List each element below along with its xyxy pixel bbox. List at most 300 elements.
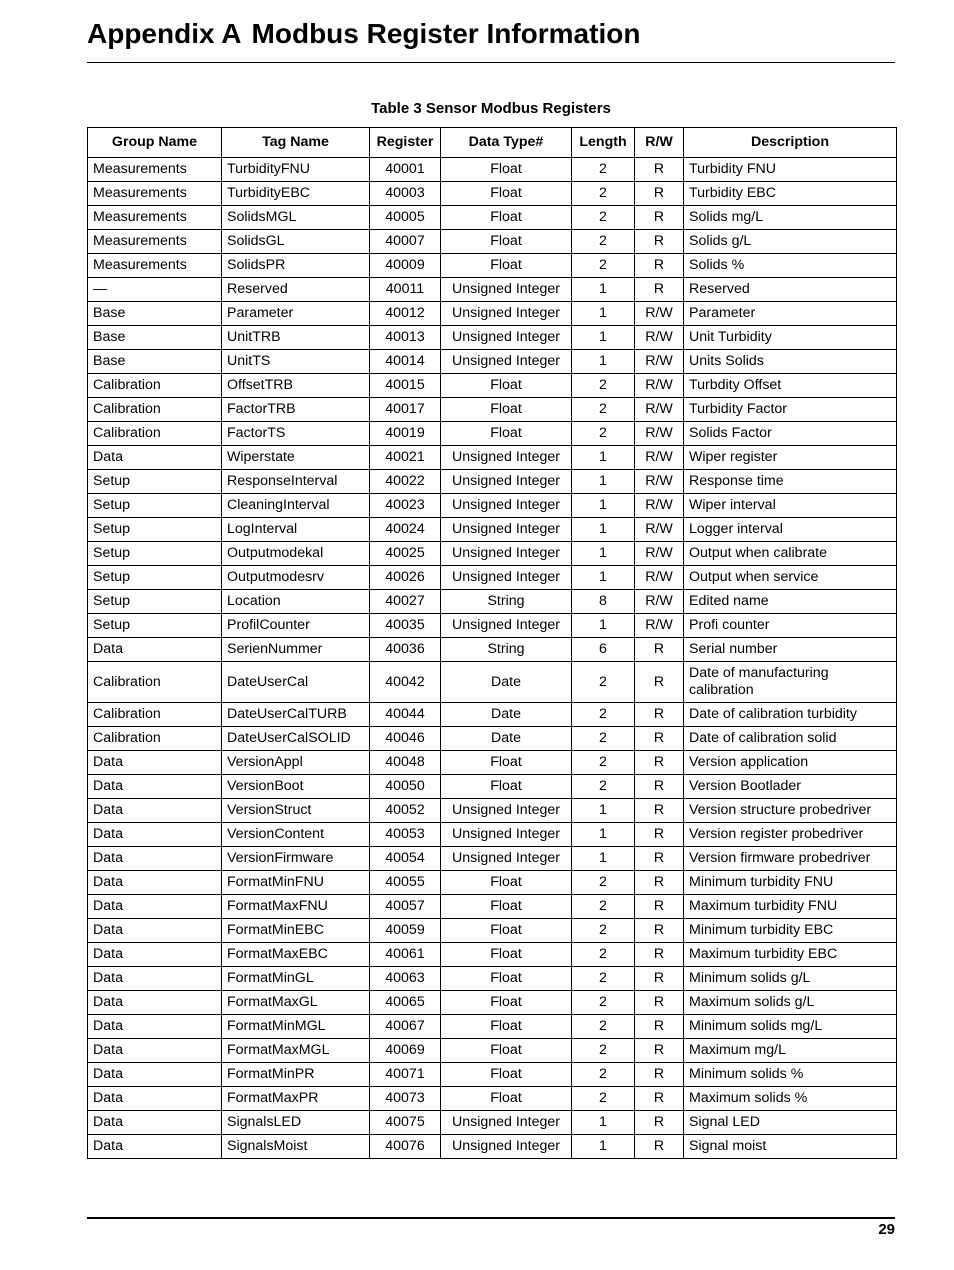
tag-name-cell: SolidsPR [222,254,370,278]
register-cell: 40014 [370,350,441,374]
data-type-cell: Float [441,871,572,895]
length-cell: 2 [572,374,635,398]
column-header-length: Length [572,128,635,158]
register-cell: 40046 [370,727,441,751]
table-row [88,1135,897,1159]
table-row [88,1087,897,1111]
register-cell: 40011 [370,278,441,302]
table-row [88,254,897,278]
group-name-cell: Data [88,943,222,967]
register-cell: 40025 [370,542,441,566]
length-cell: 2 [572,662,635,703]
length-cell: 1 [572,350,635,374]
tag-name-cell: Reserved [222,278,370,302]
register-cell: 40009 [370,254,441,278]
tag-name-cell: VersionStruct [222,799,370,823]
length-cell: 2 [572,158,635,182]
table-row [88,302,897,326]
table-row [88,727,897,751]
data-type-cell: Float [441,895,572,919]
data-type-cell: Float [441,1087,572,1111]
data-type-cell: Unsigned Integer [441,446,572,470]
group-name-cell: Calibration [88,374,222,398]
rw-cell: R [635,206,684,230]
table-row [88,703,897,727]
group-name-cell: Setup [88,590,222,614]
tag-name-cell: SerienNummer [222,638,370,662]
length-cell: 2 [572,206,635,230]
register-cell: 40007 [370,230,441,254]
tag-name-cell: TurbidityFNU [222,158,370,182]
group-name-cell: Measurements [88,254,222,278]
table-row [88,326,897,350]
rw-cell: R/W [635,446,684,470]
table-row [88,158,897,182]
data-type-cell: Float [441,374,572,398]
register-cell: 40001 [370,158,441,182]
tag-name-cell: SignalsMoist [222,1135,370,1159]
register-cell: 40005 [370,206,441,230]
data-type-cell: Unsigned Integer [441,847,572,871]
register-cell: 40017 [370,398,441,422]
data-type-cell: Float [441,422,572,446]
data-type-cell: Float [441,230,572,254]
tag-name-cell: FormatMinMGL [222,1015,370,1039]
data-type-cell: Float [441,943,572,967]
tag-name-cell: DateUserCalSOLID [222,727,370,751]
table-row [88,1039,897,1063]
tag-name-cell: Outputmodekal [222,542,370,566]
group-name-cell: Data [88,775,222,799]
title-prefix: Appendix A [87,18,242,49]
group-name-cell: Setup [88,470,222,494]
tag-name-cell: Wiperstate [222,446,370,470]
table-row [88,182,897,206]
table-row [88,206,897,230]
table-row [88,230,897,254]
register-cell: 40069 [370,1039,441,1063]
footer-rule [87,1217,895,1219]
page-number: 29 [878,1221,895,1238]
length-cell: 1 [572,566,635,590]
description-cell: Signal LED [684,1111,897,1135]
length-cell: 2 [572,727,635,751]
rw-cell: R [635,254,684,278]
table-header [88,128,897,158]
tag-name-cell: FormatMaxMGL [222,1039,370,1063]
register-cell: 40044 [370,703,441,727]
data-type-cell: Unsigned Integer [441,494,572,518]
tag-name-cell: FormatMaxEBC [222,943,370,967]
register-cell: 40042 [370,662,441,703]
description-cell: Turbidity Factor [684,398,897,422]
length-cell: 1 [572,518,635,542]
column-header-group-name: Group Name [88,128,222,158]
rw-cell: R [635,230,684,254]
table-row [88,638,897,662]
data-type-cell: Unsigned Integer [441,1111,572,1135]
column-header-tag-name: Tag Name [222,128,370,158]
rw-cell: R [635,751,684,775]
tag-name-cell: OffsetTRB [222,374,370,398]
length-cell: 1 [572,823,635,847]
register-cell: 40035 [370,614,441,638]
tag-name-cell: TurbidityEBC [222,182,370,206]
length-cell: 2 [572,422,635,446]
data-type-cell: String [441,590,572,614]
register-cell: 40053 [370,823,441,847]
register-cell: 40052 [370,799,441,823]
length-cell: 1 [572,542,635,566]
rw-cell: R [635,182,684,206]
register-cell: 40071 [370,1063,441,1087]
description-cell: Response time [684,470,897,494]
register-cell: 40015 [370,374,441,398]
rw-cell: R [635,703,684,727]
group-name-cell: Setup [88,566,222,590]
data-type-cell: Float [441,991,572,1015]
tag-name-cell: VersionAppl [222,751,370,775]
table-body [88,158,897,1159]
register-cell: 40022 [370,470,441,494]
data-type-cell: Float [441,158,572,182]
tag-name-cell: VersionBoot [222,775,370,799]
table-row [88,278,897,302]
column-header-register: Register [370,128,441,158]
data-type-cell: Unsigned Integer [441,470,572,494]
description-cell: Minimum turbidity EBC [684,919,897,943]
length-cell: 2 [572,751,635,775]
table-row [88,895,897,919]
length-cell: 2 [572,967,635,991]
group-name-cell: Calibration [88,703,222,727]
table-row [88,943,897,967]
description-cell: Unit Turbidity [684,326,897,350]
table-row [88,662,897,703]
rw-cell: R [635,799,684,823]
register-cell: 40061 [370,943,441,967]
table-row [88,422,897,446]
tag-name-cell: FormatMinFNU [222,871,370,895]
description-cell: Maximum solids % [684,1087,897,1111]
description-cell: Serial number [684,638,897,662]
rw-cell: R [635,638,684,662]
group-name-cell: Base [88,350,222,374]
data-type-cell: Float [441,182,572,206]
group-name-cell: Data [88,799,222,823]
rw-cell: R [635,1039,684,1063]
group-name-cell: Setup [88,542,222,566]
register-cell: 40057 [370,895,441,919]
rw-cell: R/W [635,494,684,518]
data-type-cell: Unsigned Integer [441,278,572,302]
title-rule [87,62,895,63]
data-type-cell: Unsigned Integer [441,614,572,638]
tag-name-cell: FormatMaxFNU [222,895,370,919]
rw-cell: R/W [635,302,684,326]
rw-cell: R [635,158,684,182]
group-name-cell: Data [88,871,222,895]
length-cell: 1 [572,799,635,823]
register-cell: 40073 [370,1087,441,1111]
data-type-cell: Float [441,751,572,775]
table-row [88,590,897,614]
table-row [88,518,897,542]
description-cell: Date of calibration turbidity [684,703,897,727]
tag-name-cell: ProfilCounter [222,614,370,638]
tag-name-cell: FormatMaxPR [222,1087,370,1111]
table-row [88,847,897,871]
register-cell: 40036 [370,638,441,662]
data-type-cell: Unsigned Integer [441,542,572,566]
length-cell: 2 [572,230,635,254]
tag-name-cell: CleaningInterval [222,494,370,518]
data-type-cell: Float [441,398,572,422]
rw-cell: R/W [635,518,684,542]
data-type-cell: Unsigned Integer [441,1135,572,1159]
rw-cell: R [635,1063,684,1087]
column-header-data-type: Data Type# [441,128,572,158]
table-row [88,542,897,566]
header-row [88,128,897,158]
description-cell: Output when service [684,566,897,590]
description-cell: Maximum mg/L [684,1039,897,1063]
rw-cell: R/W [635,590,684,614]
data-type-cell: Unsigned Integer [441,350,572,374]
description-cell: Minimum solids % [684,1063,897,1087]
description-cell: Minimum solids g/L [684,967,897,991]
length-cell: 2 [572,182,635,206]
data-type-cell: Unsigned Integer [441,823,572,847]
description-cell: Minimum solids mg/L [684,1015,897,1039]
table-row [88,374,897,398]
group-name-cell: Data [88,1063,222,1087]
tag-name-cell: Outputmodesrv [222,566,370,590]
data-type-cell: Unsigned Integer [441,518,572,542]
description-cell: Version structure probedriver [684,799,897,823]
description-cell: Solids Factor [684,422,897,446]
rw-cell: R [635,662,684,703]
length-cell: 2 [572,943,635,967]
table-row [88,991,897,1015]
length-cell: 2 [572,703,635,727]
tag-name-cell: VersionContent [222,823,370,847]
rw-cell: R/W [635,422,684,446]
description-cell: Turbidity EBC [684,182,897,206]
group-name-cell: Base [88,302,222,326]
data-type-cell: Float [441,1039,572,1063]
rw-cell: R/W [635,566,684,590]
length-cell: 1 [572,470,635,494]
rw-cell: R [635,967,684,991]
length-cell: 1 [572,1111,635,1135]
group-name-cell: Data [88,751,222,775]
rw-cell: R/W [635,398,684,422]
group-name-cell: — [88,278,222,302]
table-row [88,350,897,374]
table-row [88,1111,897,1135]
rw-cell: R [635,943,684,967]
table-row [88,919,897,943]
register-cell: 40021 [370,446,441,470]
tag-name-cell: UnitTS [222,350,370,374]
table-row [88,871,897,895]
group-name-cell: Data [88,1039,222,1063]
length-cell: 2 [572,991,635,1015]
group-name-cell: Setup [88,518,222,542]
rw-cell: R [635,1111,684,1135]
length-cell: 1 [572,847,635,871]
column-header-rw: R/W [635,128,684,158]
description-cell: Signal moist [684,1135,897,1159]
description-cell: Reserved [684,278,897,302]
rw-cell: R/W [635,542,684,566]
rw-cell: R [635,871,684,895]
length-cell: 2 [572,398,635,422]
tag-name-cell: UnitTRB [222,326,370,350]
description-cell: Maximum turbidity EBC [684,943,897,967]
register-cell: 40063 [370,967,441,991]
rw-cell: R [635,991,684,1015]
data-type-cell: Date [441,662,572,703]
group-name-cell: Data [88,823,222,847]
description-cell: Edited name [684,590,897,614]
rw-cell: R [635,919,684,943]
data-type-cell: Unsigned Integer [441,566,572,590]
length-cell: 1 [572,326,635,350]
data-type-cell: Float [441,775,572,799]
length-cell: 2 [572,1015,635,1039]
tag-name-cell: FormatMinEBC [222,919,370,943]
register-cell: 40023 [370,494,441,518]
tag-name-cell: FormatMinGL [222,967,370,991]
description-cell: Solids g/L [684,230,897,254]
rw-cell: R [635,775,684,799]
tag-name-cell: DateUserCal [222,662,370,703]
description-cell: Version firmware probedriver [684,847,897,871]
rw-cell: R [635,278,684,302]
table-row [88,775,897,799]
description-cell: Output when calibrate [684,542,897,566]
register-cell: 40003 [370,182,441,206]
tag-name-cell: LogInterval [222,518,370,542]
length-cell: 2 [572,919,635,943]
length-cell: 2 [572,1039,635,1063]
group-name-cell: Data [88,919,222,943]
description-cell: Maximum solids g/L [684,991,897,1015]
description-cell: Wiper interval [684,494,897,518]
data-type-cell: Float [441,919,572,943]
register-cell: 40075 [370,1111,441,1135]
register-cell: 40027 [370,590,441,614]
length-cell: 6 [572,638,635,662]
data-type-cell: Date [441,727,572,751]
data-type-cell: Float [441,967,572,991]
register-cell: 40067 [370,1015,441,1039]
tag-name-cell: SolidsMGL [222,206,370,230]
data-type-cell: Float [441,206,572,230]
group-name-cell: Data [88,1111,222,1135]
rw-cell: R/W [635,374,684,398]
rw-cell: R/W [635,350,684,374]
register-cell: 40059 [370,919,441,943]
length-cell: 8 [572,590,635,614]
data-type-cell: Unsigned Integer [441,799,572,823]
description-cell: Profi counter [684,614,897,638]
table-row [88,470,897,494]
tag-name-cell: DateUserCalTURB [222,703,370,727]
register-cell: 40076 [370,1135,441,1159]
description-cell: Date of calibration solid [684,727,897,751]
register-cell: 40024 [370,518,441,542]
table-row [88,494,897,518]
rw-cell: R [635,847,684,871]
tag-name-cell: ResponseInterval [222,470,370,494]
table-row [88,614,897,638]
description-cell: Solids % [684,254,897,278]
length-cell: 2 [572,895,635,919]
length-cell: 2 [572,775,635,799]
table-row [88,799,897,823]
tag-name-cell: Location [222,590,370,614]
data-type-cell: Unsigned Integer [441,326,572,350]
data-type-cell: Float [441,1063,572,1087]
data-type-cell: Unsigned Integer [441,302,572,326]
group-name-cell: Measurements [88,182,222,206]
description-cell: Version register probedriver [684,823,897,847]
tag-name-cell: FactorTS [222,422,370,446]
register-cell: 40054 [370,847,441,871]
length-cell: 1 [572,302,635,326]
column-header-description: Description [684,128,897,158]
group-name-cell: Data [88,1087,222,1111]
description-cell: Logger interval [684,518,897,542]
rw-cell: R/W [635,614,684,638]
table-caption: Table 3 Sensor Modbus Registers [371,100,611,117]
register-cell: 40065 [370,991,441,1015]
group-name-cell: Measurements [88,206,222,230]
register-cell: 40026 [370,566,441,590]
group-name-cell: Data [88,1135,222,1159]
rw-cell: R/W [635,326,684,350]
tag-name-cell: FormatMaxGL [222,991,370,1015]
group-name-cell: Data [88,991,222,1015]
rw-cell: R [635,1087,684,1111]
register-cell: 40050 [370,775,441,799]
rw-cell: R [635,1015,684,1039]
group-name-cell: Measurements [88,230,222,254]
page-title [87,18,640,50]
table-row [88,823,897,847]
group-name-cell: Data [88,967,222,991]
group-name-cell: Setup [88,494,222,518]
description-cell: Maximum turbidity FNU [684,895,897,919]
group-name-cell: Calibration [88,662,222,703]
group-name-cell: Setup [88,614,222,638]
rw-cell: R [635,1135,684,1159]
group-name-cell: Calibration [88,422,222,446]
modbus-register-table [87,127,897,1159]
description-cell: Turbidity FNU [684,158,897,182]
length-cell: 1 [572,614,635,638]
tag-name-cell: SolidsGL [222,230,370,254]
description-cell: Units Solids [684,350,897,374]
rw-cell: R [635,823,684,847]
group-name-cell: Data [88,638,222,662]
description-cell: Date of manufacturing calibration [684,662,897,703]
table-row [88,1015,897,1039]
group-name-cell: Measurements [88,158,222,182]
